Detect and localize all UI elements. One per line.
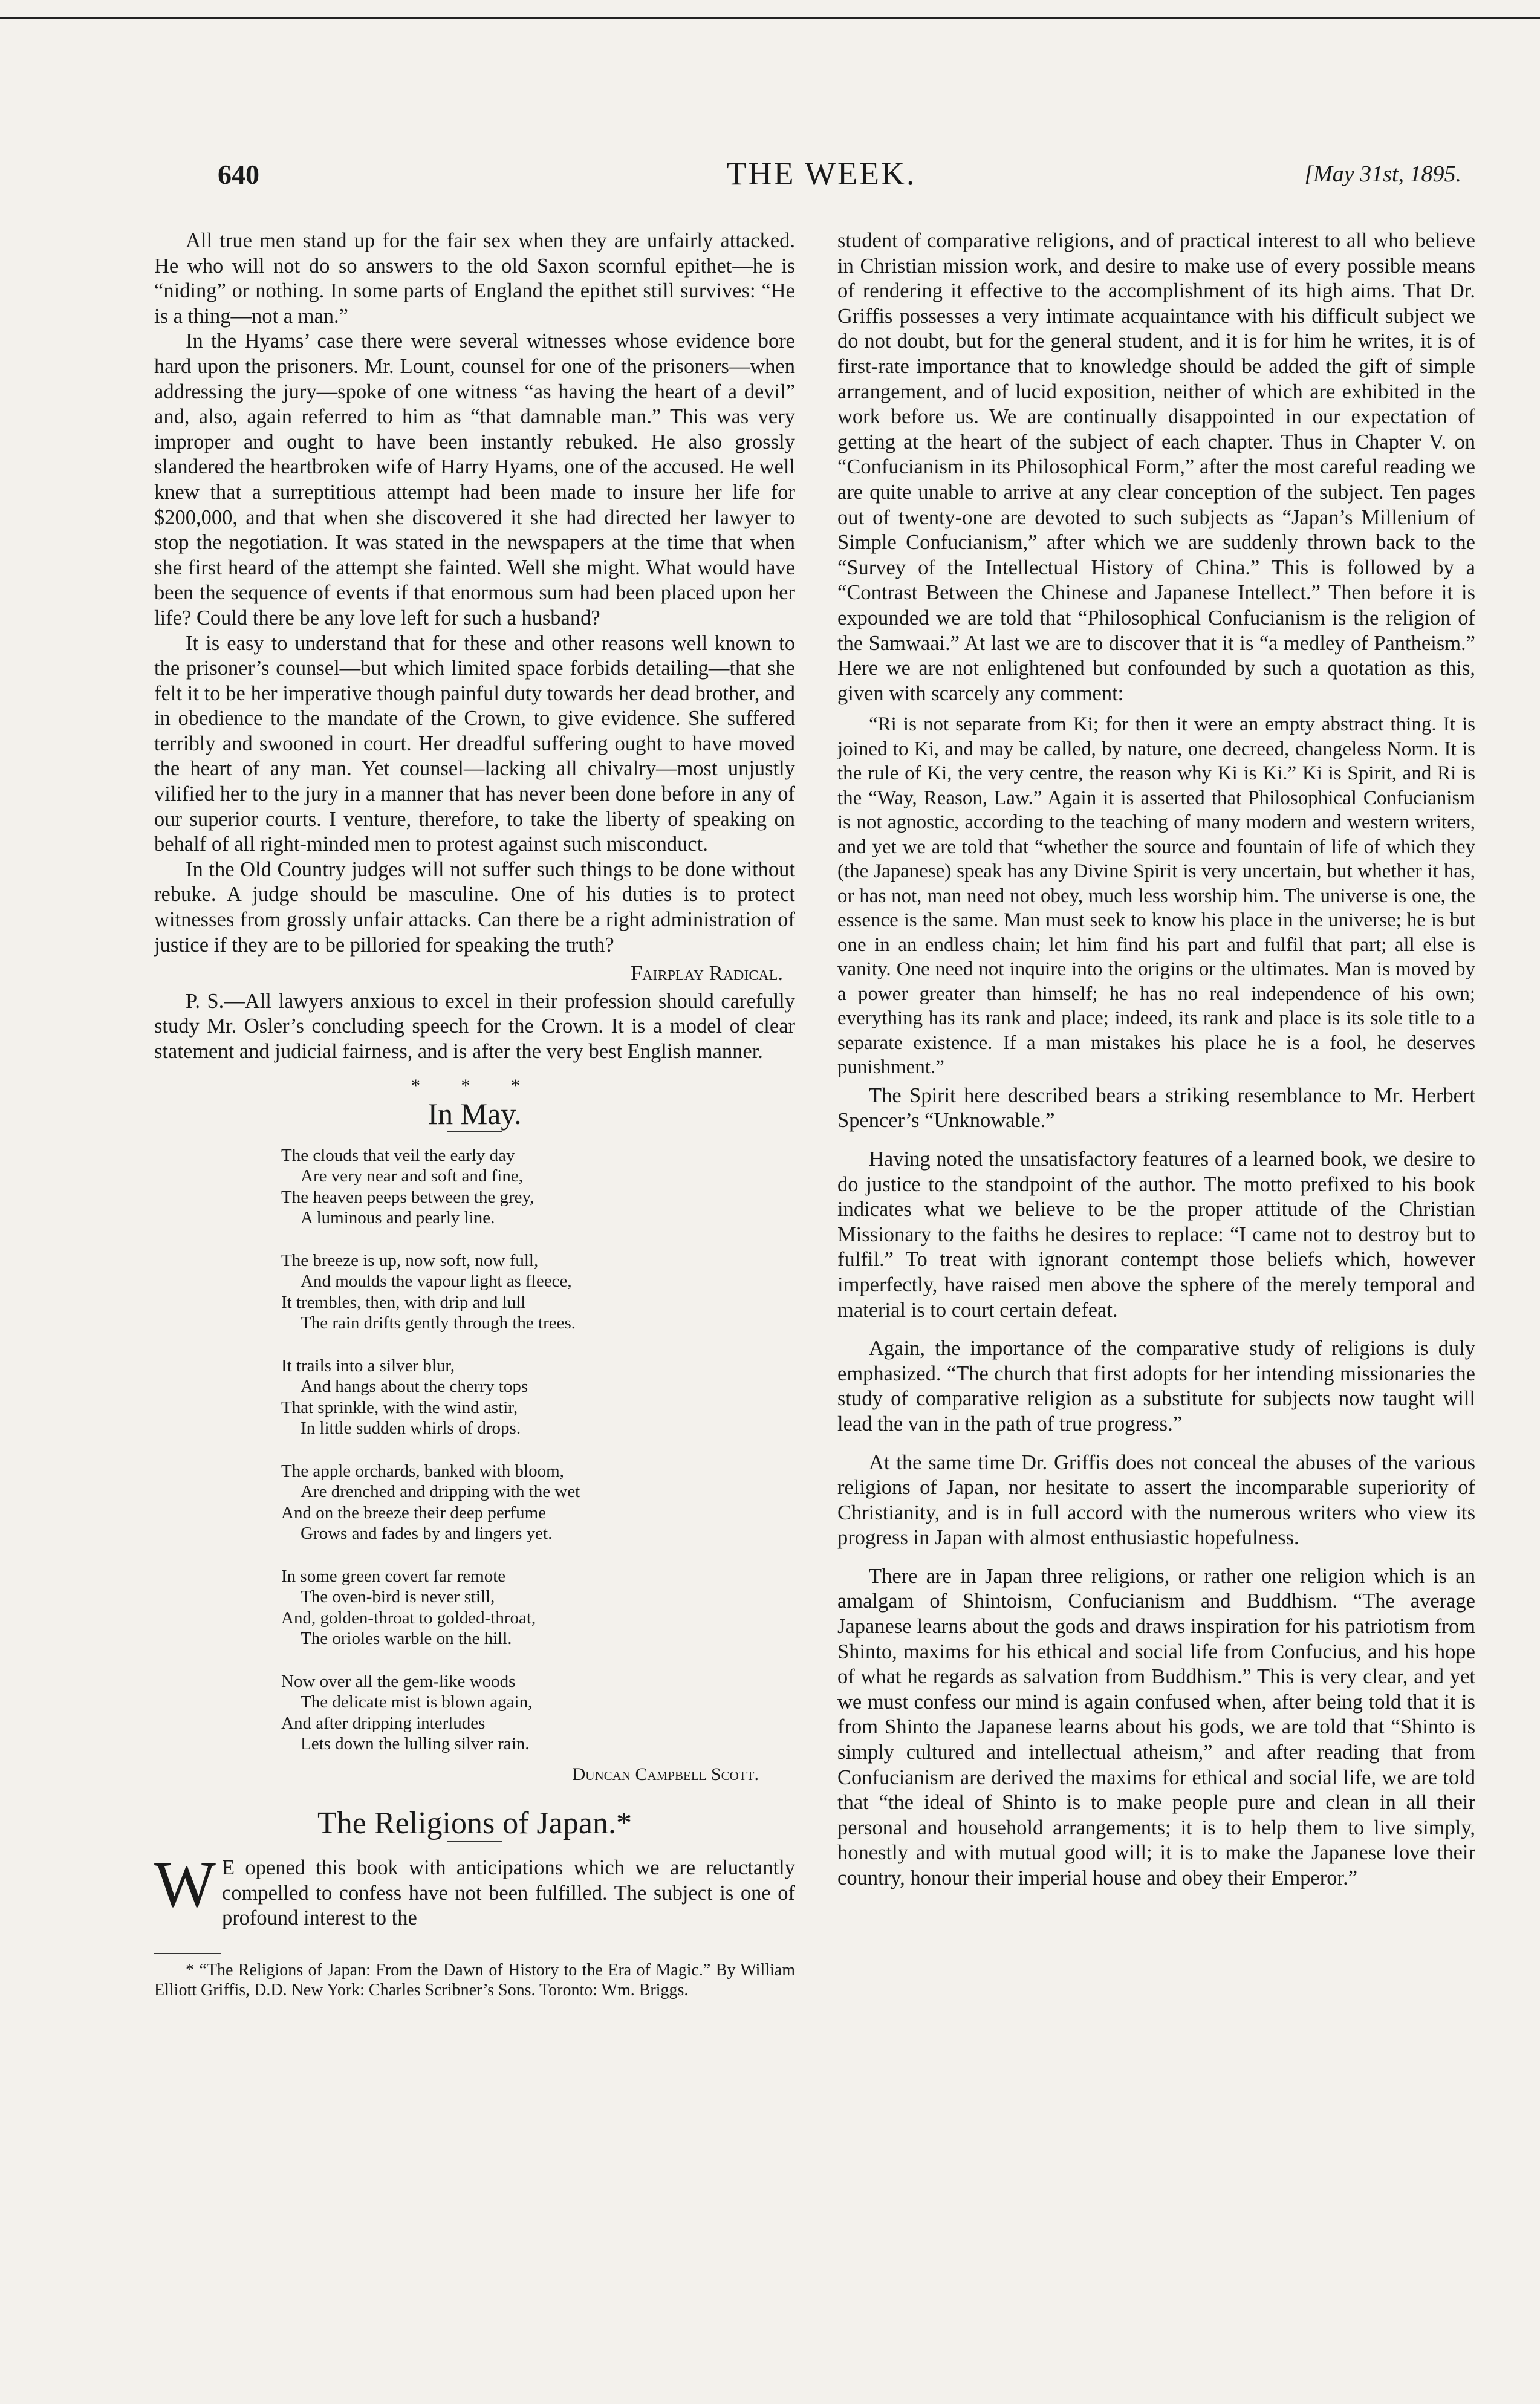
poem-line: In some green covert far remote bbox=[281, 1566, 506, 1586]
block-quote: “Ri is not separate from Ki; for then it were an empty abstract thing. It is joined to Ki, and may be called, by nature, one decreed, changeless Norm. It is the rule of Ki, the very centre, the reason why Ki is Ki.” Ki is Spirit, and Ri is the “Way, Reason, Law.” Again it is asserted that Philosophical Confucianism is not agnostic, according to the teaching of many modern and western writers, and yet we are told that “whether the source and fountain of life of which they (the Japanese) speak has any Divine Spirit is very uncertain, but whether it has, or has not, man need not obey, much less worship him. The universe is one, the essence is the same. Man must seek to know his place in the universe; he is but one in an endless chain; let him find his part and fulfil that part; all else is vanity. One need not inquire into the origins or the ultimates. Man is moved by a power greater than himself; he has no real independence of his own; everything has its rank and place; indeed, its rank and place is its sole title to a separate existence. If a man mistakes his place he is a fool, he deserves punishment.” bbox=[837, 713, 1475, 1079]
letter-paragraph: In the Old Country judges will not suffer such things to be done without rebuke. A judge should be masculine. One of his duties is to protect witnesses from grossly unfair attacks. Can there be a right administration of justice if they are to be pilloried for speaking the truth? bbox=[154, 857, 795, 957]
page-number: 640 bbox=[218, 159, 259, 190]
article-paragraph: student of comparative religions, and of practical interest to all who believe in Christian mission work, and desire to make use of every possible means of rendering it effective to the accomplishment of its high aims. That Dr. Griffis possesses a very intimate acquaintance with his difficult subject we do not doubt, but for the general student, and it is for him he writes, it is of first-rate importance that to knowledge should be added the gift of simple arrangement, and of lucid exposition, neither of which are exhibited in the work before us. We are continually disappointed in our expectation of getting at the heart of the subject of each chapter. Thus in Chapter V. on “Confucianism in its Philosophical Form,” after the most careful reading we are quite unable to arrive at any clear conception of the subject. Ten pages out of twenty-one are devoted to such subjects as “Japan’s Millenium of Simple Confucianism,” after which we are suddenly thrown back to the “Survey of the Intellectual History of China.” This is followed by a “Contrast Between the Chinese and Japanese Intellect.” Then before it is expounded we are told that “Philosophical Confucianism is the religion of the Samwaai.” At last we are to discover that it is “a medley of Pantheism.” Here we are not enlightened but confounded by such a quotation as this, given with scarcely any comment: bbox=[837, 229, 1475, 705]
article-paragraph: There are in Japan three religions, or rather one religion which is an amalgam of Shintoism, Confucianism and Buddhism. “The average Japanese learns about the gods and draws inspiration for his patriotism from Shinto, maxims for his ethical and social life from Confucius, and his hope of what he regards as salvation from Buddhism.” This is very clear, and yet we must confess our mind is again confused when, after being told that it is from Shinto the Japanese learns about his gods, we are told that “Shinto is simply cultured and intellectual atheism,” and after reading that from Confucianism are derived the maxims for ethical and social life, we are told that “the ideal of Shinto is to make people pure and clean in all their personal and household arrangements; it is to help them to live simply, honestly and with mutual good will; it is to make the Japanese love their country, honour their imperial house and obey their Emperor.” bbox=[837, 1564, 1475, 1889]
poem-stanza bbox=[281, 1250, 795, 1334]
poem-line: It trails into a silver blur, bbox=[281, 1356, 455, 1376]
article-paragraph: Having noted the unsatisfactory features of a learned book, we desire to do justice to the standpoint of the author. The motto prefixed to his book indicates what we believe to be the proper attitude of the Christian Missionary to the faiths he desires to replace: “I came not to destroy but to fulfil.” To treat with ignorant contempt those beliefs which, however imperfectly, have raised men above the sphere of the merely temporal and material is to court certain defeat. bbox=[837, 1147, 1475, 1322]
poem-title: In May. bbox=[427, 1097, 522, 1131]
poem-line: The apple orchards, banked with bloom, bbox=[281, 1461, 564, 1481]
poem-line: The breeze is up, now soft, now full, bbox=[281, 1250, 539, 1270]
poem-line: Are very near and soft and fine, bbox=[301, 1166, 523, 1186]
poem-line: Now over all the gem-like woods bbox=[281, 1671, 516, 1691]
poem-line: And on the breeze their deep perfume bbox=[281, 1502, 547, 1522]
poem-line: Lets down the lulling silver rain. bbox=[301, 1734, 530, 1754]
top-rule bbox=[0, 17, 1540, 19]
paragraph-gap bbox=[837, 1134, 1475, 1147]
footnote-rule bbox=[154, 1953, 221, 1954]
article-paragraph: The Spirit here described bears a striking resemblance to Mr. Herbert Spencer’s “Unknowable.” bbox=[837, 1083, 1475, 1132]
title-rule bbox=[447, 1131, 502, 1132]
paragraph-gap bbox=[837, 1323, 1475, 1336]
poem-line: The delicate mist is blown again, bbox=[301, 1692, 533, 1712]
poem-line: A luminous and pearly line. bbox=[301, 1208, 495, 1228]
poem-author: Duncan Campbell Scott. bbox=[572, 1764, 759, 1784]
poem-line: And after dripping interludes bbox=[281, 1713, 486, 1733]
poem-stanza bbox=[281, 1461, 795, 1544]
article-opening-text: E opened this book with anticipations which we are reluctantly compelled to confess have not been fulfilled. The subject is one of profound interest to the bbox=[221, 1856, 795, 1930]
poem-line: And, golden-throat to golded-throat, bbox=[281, 1608, 536, 1628]
poem-line: Are drenched and dripping with the wet bbox=[301, 1482, 580, 1502]
poem-line: And moulds the vapour light as fleece, bbox=[301, 1272, 572, 1291]
poem-line: The orioles warble on the hill. bbox=[301, 1629, 512, 1649]
poem-line: The rain drifts gently through the trees. bbox=[301, 1313, 576, 1333]
poem-line: In little sudden whirls of drops. bbox=[301, 1418, 521, 1438]
poem-stanza bbox=[281, 1145, 795, 1229]
poem-line: The heaven peeps between the grey, bbox=[281, 1187, 534, 1207]
poem-stanza bbox=[281, 1356, 795, 1439]
poem-line: The clouds that veil the early day bbox=[281, 1145, 515, 1165]
article-paragraph: Again, the importance of the comparative study of religions is duly emphasized. “The church that first adopts for her intending missionaries the study of comparative religion as a substitute for subjects now taught will lead the van in the path of true progress.” bbox=[837, 1337, 1475, 1435]
letter-paragraph: It is easy to understand that for these and other reasons well known to the prisoner’s counsel—but which limited space forbids detailing—that she felt it to be her imperative though painful duty towards her dead brother, and in obedience to the mandate of the Crown, to give evidence. She suffered terribly and swooned in court. Her dreadful suffering ought to have moved the heart of any man. Yet counsel—lacking all chivalry—most unjustly vilified her to the jury in a manner that has never been done before in any of our superior courts. I venture, therefore, to take the liberty of speaking on behalf of all right-minded men to protest against such misconduct. bbox=[154, 631, 795, 856]
postscript: P. S.—All lawyers anxious to excel in their profession should carefully study Mr. Osler’s concluding speech for the Crown. It is a model of clear statement and judicial fairness, and is after the very best English manner. bbox=[154, 989, 795, 1063]
drop-cap: W bbox=[154, 1848, 216, 1921]
poem-line: And hangs about the cherry tops bbox=[301, 1377, 528, 1397]
section-divider: * * * bbox=[411, 1075, 538, 1096]
poem bbox=[281, 1145, 795, 1755]
poem-stanza bbox=[281, 1671, 795, 1755]
letter-paragraph: All true men stand up for the fair sex when they are unfairly attacked. He who will not do so answers to the old Saxon scornful epithet—he is “niding” or nothing. In some parts of England the epithet still survives: “He is a thing—not a man.” bbox=[154, 229, 795, 328]
poem-line: Grows and fades by and lingers yet. bbox=[301, 1524, 553, 1544]
poem-line: The oven-bird is never still, bbox=[301, 1587, 495, 1607]
poem-line: It trembles, then, with drip and lull bbox=[281, 1292, 526, 1312]
letter-paragraph: In the Hyams’ case there were several witnesses whose evidence bore hard upon the prisoners. Mr. Lount, counsel for one of the prisoners—when addressing the jury—spoke of one witness “as having the heart of a devil” and, also, again referred to him as “that damnable man.” This was very improper and ought to have been instantly rebuked. He also grossly slandered the heartbroken wife of Harry Hyams, one of the accused. He well knew that a surreptitious attempt had been made to insure her life for $200,000, and that when she discovered it she had directed her lawyer to stop the negotiation. It was stated in the newspapers at the time that when she first heard of the attempt she fainted. Well she might. What would have been the sequence of events if that enormous sum had been placed upon her life? Could there be any love left for such a husband? bbox=[154, 330, 795, 629]
right-column bbox=[837, 229, 1475, 1891]
publication-title: THE WEEK. bbox=[726, 155, 917, 192]
page-header bbox=[181, 155, 1461, 201]
poem-line: That sprinkle, with the wind astir, bbox=[281, 1397, 518, 1417]
paragraph-gap bbox=[837, 1437, 1475, 1451]
article-opening bbox=[154, 1848, 795, 1931]
article-paragraph: At the same time Dr. Griffis does not conceal the abuses of the various religions of Japan, nor hesitate to assert the incomparable superiority of Christianity, and is in full accord with the numerous writers who view its progress in Japan with almost enthusiastic hopefulness. bbox=[837, 1451, 1475, 1550]
poem-stanza bbox=[281, 1566, 795, 1649]
issue-date: [May 31st, 1895. bbox=[1304, 161, 1461, 187]
article-title: The Religions of Japan.* bbox=[317, 1806, 632, 1841]
paragraph-gap bbox=[837, 1551, 1475, 1564]
footnote: * “The Religions of Japan: From the Dawn of History to the Era of Magic.” By William Elliott Griffis, D.D. New York: Charles Scribner’s Sons. Toronto: Wm. Briggs. bbox=[154, 1960, 795, 2000]
letter-signature: Fairplay Radical. bbox=[631, 962, 783, 986]
left-column bbox=[154, 229, 795, 2000]
title-rule bbox=[447, 1841, 502, 1842]
